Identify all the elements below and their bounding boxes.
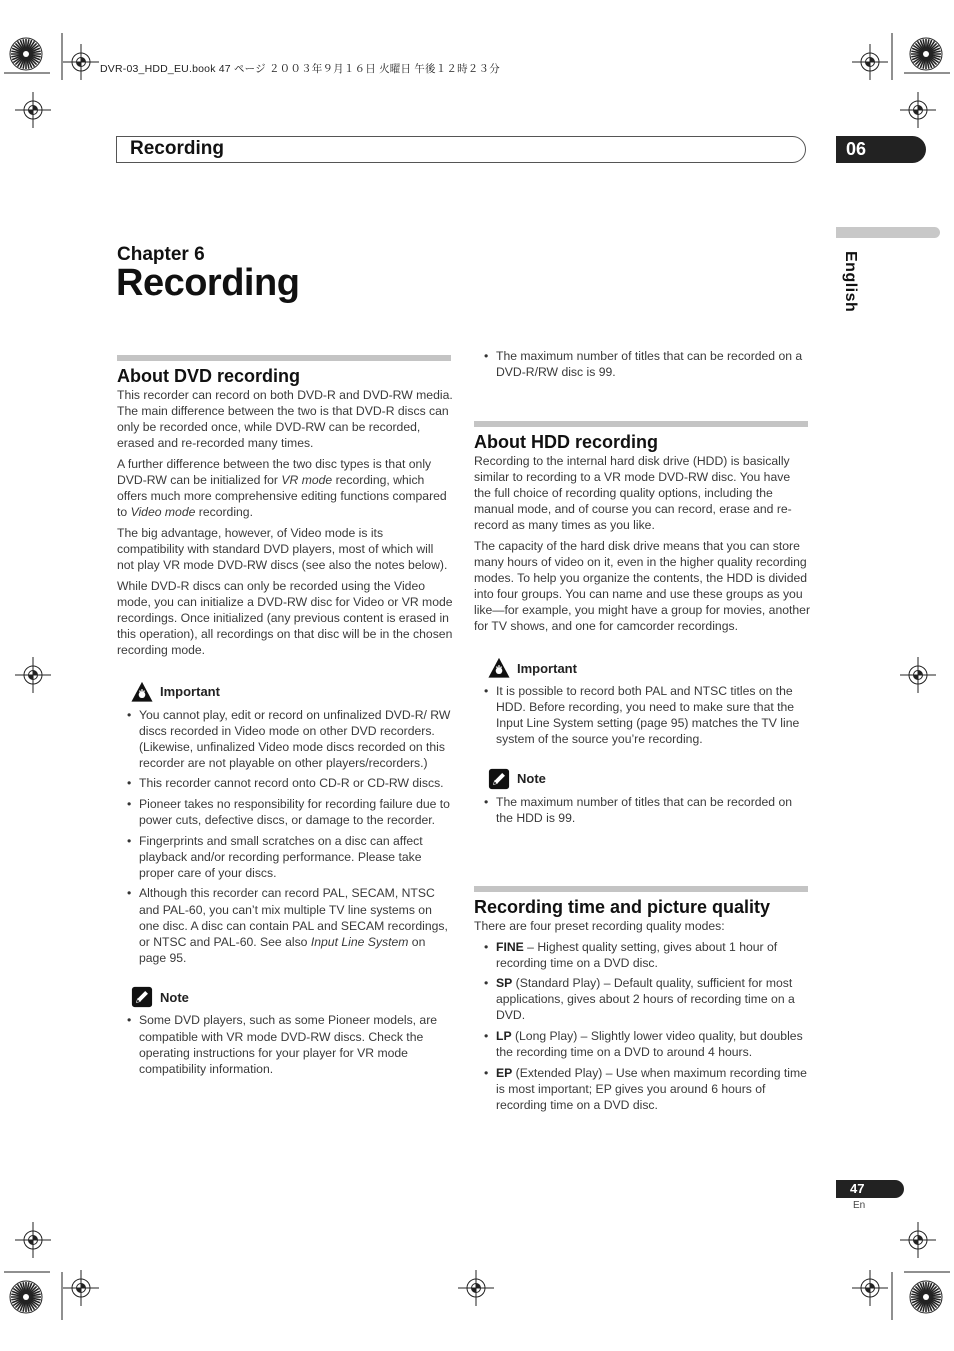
- paragraph: While DVD-R discs can only be recorded using the Video mode, you can initialize a DVD-RW disc for Video or VR mode recordings. Once initialized (any previous content is erased in this operation), all recordings on that disc will be in the chosen recording mode.: [117, 578, 453, 657]
- mode-desc: (Long Play) – Slightly lower video quality, but doubles the recording time on a DVD to around 4 hours.: [496, 1029, 803, 1060]
- note-heading: [488, 768, 810, 790]
- chapter-label: Chapter 6: [117, 244, 205, 265]
- mode-name: LP: [496, 1029, 512, 1044]
- important-label: Important: [517, 660, 577, 676]
- paragraph: The big advantage, however, of Video mode is its compatibility with standard DVD players, most of which will not play VR mode DVD-RW discs (see also the notes below).: [117, 525, 448, 572]
- mode-desc: – Highest quality setting, gives about 1 hour of recording time on a DVD disc.: [496, 939, 778, 970]
- list-item: • Pioneer takes no responsibility for recording failure due to power cuts, defective discs, or damage to the recorder.: [117, 796, 453, 828]
- paragraph: Recording to the internal hard disk drive (HDD) is basically similar to recording to a VR mode DVD-RW disc. You have the full choice of recording quality options, including the manual mode, and of course you can record, erase and re-record as many times as you like.: [474, 454, 792, 533]
- mode-desc: (Standard Play) – Default quality, sufficient for most applications, gives about 2 hours of recording time on a DVD.: [496, 976, 795, 1023]
- pencil-note-icon: [131, 986, 153, 1008]
- note-heading: [131, 986, 453, 1008]
- list-item-fine: [474, 939, 810, 971]
- paragraph-vr-mode: A further difference between the two disc types is that only DVD-RW can be initialized for VR mode recording, which offers much more comprehensive editing functions compared to Video mode recording.: [117, 456, 447, 520]
- section-rule: [474, 886, 808, 892]
- list-item-sp: [474, 975, 810, 1023]
- pencil-note-icon: [488, 768, 510, 790]
- left-column: [117, 365, 453, 1081]
- page-language-code: En: [853, 1200, 866, 1211]
- note-label: Note: [517, 771, 546, 787]
- list-item: • This recorder cannot record onto CD-R or CD-RW discs.: [117, 775, 453, 791]
- section-rule: [474, 421, 808, 427]
- list-item-lp: [474, 1028, 810, 1060]
- right-column-hdd: [474, 431, 810, 831]
- paragraph: This recorder can record on both DVD-R and DVD-RW media. The main difference between the two is that DVD-R discs can only be recorded once, while DVD-RW can be recorded, erased and re-recorded many times.: [117, 388, 453, 451]
- print-slug: DVR-03_HDD_EU.book 47 ページ ２００３年９月１６日 火曜日 午後１２時２３分: [100, 63, 500, 75]
- section-rule: [117, 355, 451, 361]
- note-label: Note: [160, 989, 189, 1005]
- list-item-ep: [474, 1065, 810, 1113]
- list-item: • You cannot play, edit or record on unfinalized DVD-R/ RW discs recorded in Video mode on other DVD recorders. (Likewise, unfinalized Video mode discs recorded on this recorder are not playable on other players/recorders.): [117, 707, 453, 771]
- warning-icon: [488, 657, 510, 679]
- list-item: • Some DVD players, such as some Pioneer models, are compatible with VR mode DVD-RW discs. Check the operating instructions for your player for VR mode compatibility information.: [117, 1012, 453, 1076]
- list-item: • It is possible to record both PAL and NTSC titles on the HDD. Before recording, you need to make sure that the Input Line System setting (page 95) matches the TV line system of the source you’re recording.: [474, 683, 810, 747]
- chapter-number-badge: 06: [836, 136, 926, 163]
- warning-icon: [131, 681, 153, 703]
- important-label: Important: [160, 684, 220, 699]
- paragraph: There are four preset recording quality modes:: [474, 919, 725, 933]
- paragraph: The capacity of the hard disk drive means that you can store many hours of video on it, even in the higher quality recording modes. To help you organize the contents, the HDD is divided into four groups. You can name and use these groups as you like—for example, you might have a group for movies, another for TV shows, and one for camcorder recordings.: [474, 538, 811, 634]
- chapter-title: Recording: [116, 262, 300, 304]
- mode-name: SP: [496, 976, 513, 991]
- right-column-quality: [474, 896, 810, 1118]
- page-number: 47: [836, 1180, 904, 1198]
- right-column-top: [474, 348, 810, 385]
- list-item: • Fingerprints and small scratches on a disc can affect playback and/or recording performance. Please take proper care of your discs.: [117, 833, 453, 881]
- important-heading: [488, 657, 810, 679]
- running-header-title: Recording: [130, 138, 224, 159]
- important-heading: [131, 681, 453, 703]
- mode-name: FINE: [496, 939, 524, 954]
- mode-name: EP: [496, 1065, 513, 1080]
- dvd-recording-heading: About DVD recording: [117, 366, 300, 386]
- list-item: • The maximum number of titles that can be recorded on the HDD is 99.: [474, 794, 810, 826]
- list-item-line-system: • Although this recorder can record PAL, SECAM, NTSC and PAL-60, you can’t mix multiple TV line systems on one disc. A disc can contain PAL and SECAM recordings, or NTSC and PAL-60. See also Input Line System on page 95.: [117, 885, 453, 965]
- quality-heading: Recording time and picture quality: [474, 897, 771, 917]
- language-text: English: [842, 251, 859, 313]
- language-tab: [836, 227, 940, 238]
- mode-desc: (Extended Play) – Use when maximum recording time is most important; EP gives you around 6 hours of recording time on a DVD disc.: [496, 1065, 807, 1112]
- list-item: • The maximum number of titles that can be recorded on a DVD-R/RW disc is 99.: [474, 348, 810, 380]
- language-label: [833, 251, 867, 331]
- hdd-recording-heading: About HDD recording: [474, 432, 658, 452]
